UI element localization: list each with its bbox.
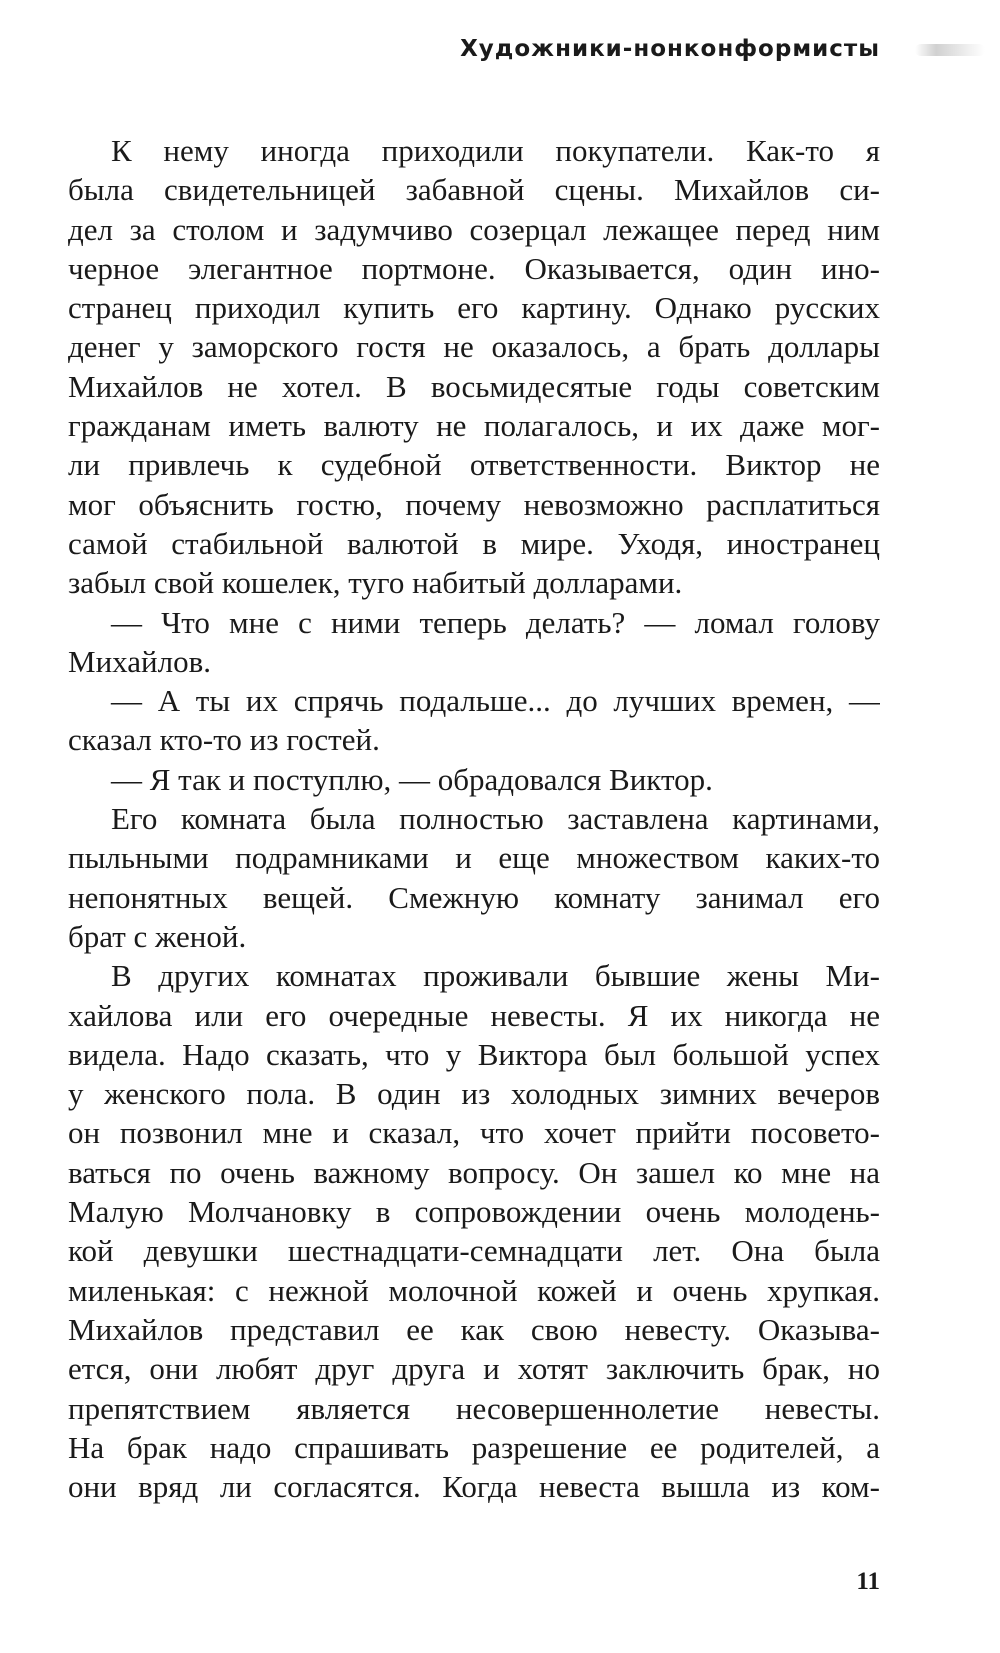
text-line: мог объяснить гостю, почему невозможно расплатиться [68,486,880,522]
print-smudge [915,44,985,56]
page-body [68,131,880,1506]
text-line: у женского пола. В один из холодных зимних вечеров [68,1076,880,1112]
text-line: была свидетельницей забавной сцены. Михайлов си- [68,172,880,208]
text-line: Его комната была полностью заставлена картинами, [111,801,880,837]
text-line: сказал кто-то из гостей. [68,722,380,758]
text-line: Михайлов не хотел. В восьмидесятые годы советским [68,368,880,404]
text-line: хайлова или его очередные невесты. Я их никогда не [68,997,880,1033]
text-line: На брак надо спрашивать разрешение ее родителей, а [68,1429,880,1465]
text-line: ли привлечь к судебной ответственности. Виктор не [68,447,880,483]
text-line: Малую Молчановку в сопровождении очень молодень- [68,1194,880,1230]
running-title: Художники-нонконформисты [460,36,880,62]
text-line: — Я так и поступлю, — обрадовался Виктор. [111,761,713,797]
text-line: Михайлов. [68,643,211,679]
text-line: — А ты их спрячь подальше... до лучших времен, — [111,683,880,719]
page-number: 11 [856,1568,880,1595]
text-line: видела. Надо сказать, что у Виктора был большой успех [68,1036,880,1072]
text-line: брат с женой. [68,918,247,954]
text-line: странец приходил купить его картину. Однако русских [68,290,880,326]
text-line: непонятных вещей. Смежную комнату занимал его [68,879,880,915]
text-line: миленькая: с нежной молочной кожей и очень хрупкая. [68,1272,880,1308]
text-line: В других комнатах проживали бывшие жены Ми- [111,958,880,994]
text-line: пыльными подрамниками и еще множеством каких-то [68,840,880,876]
text-line: гражданам иметь валюту не полагалось, и их даже мог- [68,408,880,444]
text-line: денег у заморского гостя не оказалось, а брать доллары [68,329,880,365]
text-line: К нему иногда приходили покупатели. Как-то я [111,133,880,168]
text-line: самой стабильной валютой в мире. Уходя, иностранец [68,525,880,561]
text-line: дел за столом и задумчиво созерцал лежащее перед ним [68,211,880,247]
text-line: — Что мне с ними теперь делать? — ломал голову [111,604,880,640]
text-line: забыл свой кошелек, туго набитый долларами. [68,565,683,601]
text-line: препятствием является несовершеннолетие невесты. [68,1390,880,1426]
text-line: ется, они любят друг друга и хотят заключить брак, но [68,1351,880,1387]
text-line: ваться по очень важному вопросу. Он зашел ко мне на [68,1154,880,1190]
text-line: кой девушки шестнадцати-семнадцати лет. Она была [68,1233,880,1269]
text-line: Михайлов представил ее как свою невесту. Оказыва- [68,1311,880,1347]
text-line: черное элегантное портмоне. Оказывается, один ино- [68,250,880,286]
text-line: они вряд ли согласятся. Когда невеста вышла из ком- [68,1469,880,1505]
text-line: он позвонил мне и сказал, что хочет прийти посовето- [68,1115,880,1151]
